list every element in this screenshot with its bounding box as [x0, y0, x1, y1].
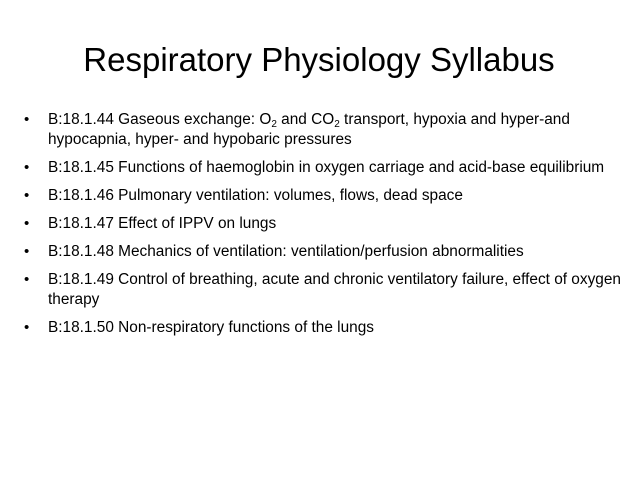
bullet-icon: •: [24, 243, 30, 260]
bullet-icon: •: [24, 111, 30, 128]
bullet-icon: •: [24, 159, 30, 176]
item-text: B:18.1.49 Control of breathing, acute and chronic ventilatory failure, effect of oxygen therapy: [48, 271, 621, 308]
item-text-part: B:18.1.44 Gaseous exchange: O: [48, 111, 272, 128]
item-text-part: transport, hypoxia and hyper-and hypocapnia, hyper- and hypobaric pressures: [48, 111, 570, 148]
slide-title: Respiratory Physiology Syllabus: [83, 41, 555, 78]
subscript: 2: [271, 119, 277, 130]
list-item: [24, 158, 624, 178]
list-item: [24, 270, 624, 310]
list-item: [24, 110, 624, 150]
item-text-part: and CO: [276, 111, 335, 128]
item-text: B:18.1.48 Mechanics of ventilation: ventilation/perfusion abnormalities: [48, 243, 524, 260]
bullet-icon: •: [24, 187, 30, 204]
bullet-icon: •: [24, 319, 30, 336]
list-item: [24, 214, 624, 234]
bullet-icon: •: [24, 271, 30, 288]
list-item: [24, 186, 624, 206]
item-text: B:18.1.45 Functions of haemoglobin in oxygen carriage and acid-base equilibrium: [48, 159, 605, 176]
item-text: B:18.1.46 Pulmonary ventilation: volumes, flows, dead space: [48, 187, 463, 204]
bullet-list: [24, 110, 624, 346]
subscript: 2: [334, 119, 340, 130]
item-text: B:18.1.50 Non-respiratory functions of the lungs: [48, 319, 374, 336]
bullet-icon: •: [24, 215, 30, 232]
list-item: [24, 242, 624, 262]
list-item: [24, 318, 624, 338]
item-text: B:18.1.47 Effect of IPPV on lungs: [48, 215, 277, 232]
